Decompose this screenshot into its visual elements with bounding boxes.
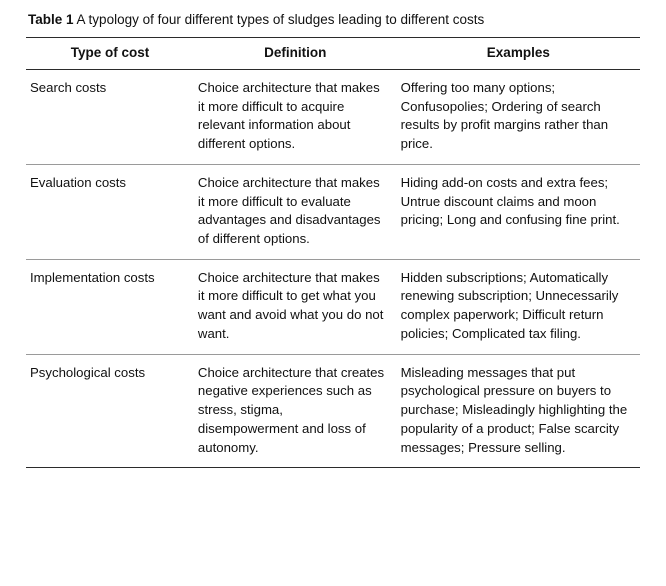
column-header-examples: Examples: [397, 37, 640, 69]
cell-definition: Choice architecture that makes it more difficult to get what you want and avoid what you do not want.: [194, 259, 397, 354]
table-row: [26, 354, 640, 468]
cell-cost-type: Search costs: [26, 69, 194, 164]
cell-definition: Choice architecture that makes it more difficult to evaluate advantages and disadvantages of different options.: [194, 164, 397, 259]
table-caption-label: Table 1: [28, 12, 74, 27]
table-body: [26, 69, 640, 467]
cell-examples: Hiding add-on costs and extra fees; Untrue discount claims and moon pricing; Long and confusing fine print.: [397, 164, 640, 259]
table-header-row: [26, 37, 640, 69]
cell-definition: Choice architecture that creates negative experiences such as stress, stigma, disempowerment and loss of autonomy.: [194, 354, 397, 468]
column-header-definition: Definition: [194, 37, 397, 69]
table-row: [26, 69, 640, 164]
table-caption: [26, 10, 640, 37]
typology-table: [26, 37, 640, 468]
column-header-type: Type of cost: [26, 37, 194, 69]
cell-cost-type: Evaluation costs: [26, 164, 194, 259]
cell-cost-type: Implementation costs: [26, 259, 194, 354]
table-row: [26, 164, 640, 259]
cell-definition: Choice architecture that makes it more difficult to acquire relevant information about different options.: [194, 69, 397, 164]
table-row: [26, 259, 640, 354]
cell-cost-type: Psychological costs: [26, 354, 194, 468]
cell-examples: Hidden subscriptions; Automatically renewing subscription; Unnecessarily complex paperwork; Difficult return policies; Complicated tax filing.: [397, 259, 640, 354]
table-caption-text: A typology of four different types of sludges leading to different costs: [76, 12, 485, 27]
cell-examples: Offering too many options; Confusopolies; Ordering of search results by profit margins rather than price.: [397, 69, 640, 164]
table-header: [26, 37, 640, 69]
cell-examples: Misleading messages that put psychological pressure on buyers to purchase; Misleadingly highlighting the popularity of a product; False scarcity messages; Pressure selling.: [397, 354, 640, 468]
